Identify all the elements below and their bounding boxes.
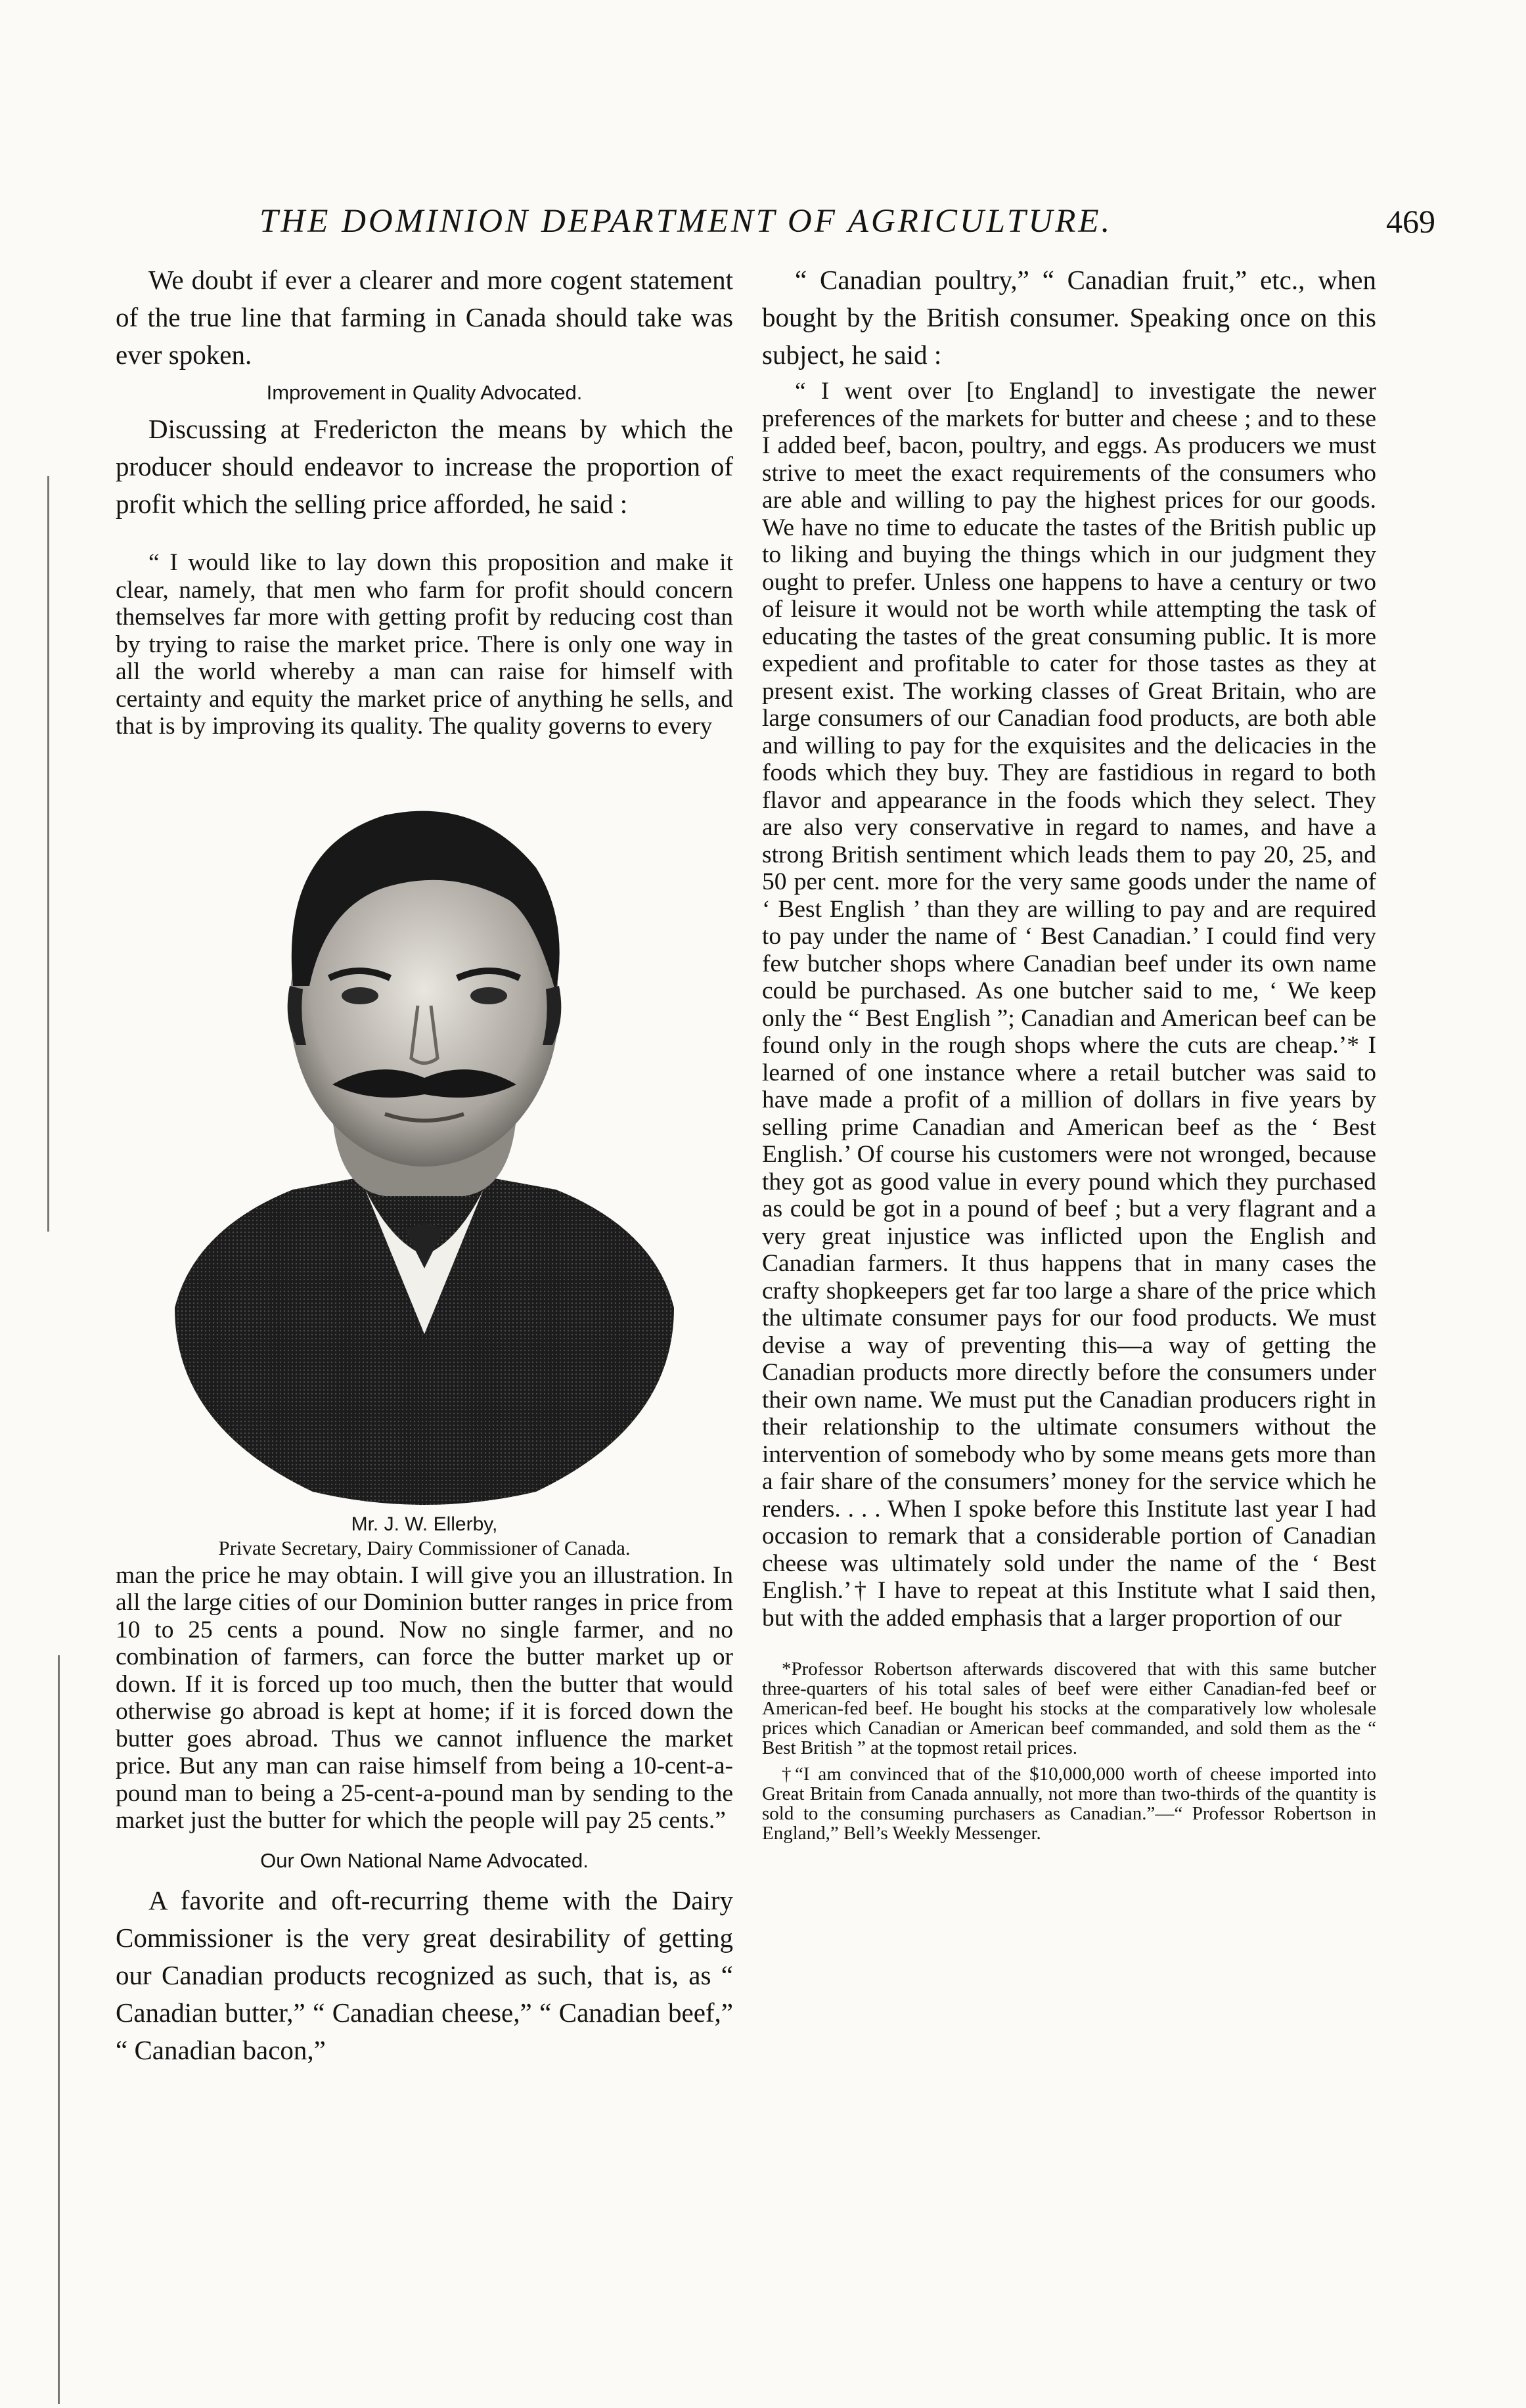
running-title: THE DOMINION DEPARTMENT OF AGRICULTURE. (259, 203, 1113, 240)
subheading-quality: Improvement in Quality Advocated. (266, 381, 583, 404)
page-header (259, 202, 1435, 248)
right-opening-paragraph: “ Canadian poultry,” “ Canadian fruit,” etc., when bought by the British consumer. Speaking once on this subject, he said : (762, 265, 1376, 370)
footnote-dagger: †“I am convinced that of the $10,000,000 worth of cheese imported into Great Britain from Canada annually, not more than two-thirds of the quantity is sold to the consuming purchasers as Canadian.”—“ Professor Robertson in England,” Bell’s Weekly Messenger. (762, 1764, 1376, 1844)
right-column (762, 261, 1376, 1850)
england-quote: “ I went over [to England] to investigate the newer preferences of the markets for butter and cheese ; and to these I added beef, bacon, poultry, and eggs. As producers we must strive to meet the exact requirements of the consumers who are able and willing to pay the highest prices for our goods. We have no time to educate the tastes of the British public up to liking and buying the things which in our judgment they ought to prefer. Unless one happens to have a century or two of leisure it would not be worth while attempting the task of educating the tastes of the great consuming public. It is more expedient and profitable to cater for those tastes as they at present exist. The working classes of Great Britain, who are large consumers of our Canadian food products, are both able and willing to pay for the exquisites and the delicacies in the foods which they buy. They are fastidious in regard to both flavor and appearance in the foods which they select. They are also very conservative in regard to names, and have a strong British sentiment which leads them to pay 20, 25, and 50 per cent. more for the very same goods under the name of ‘ Best English ’ than they are willing to pay and are required to pay under the name of ‘ Best Canadian.’ I could find very few butcher shops where Canadian beef under its own name could be purchased. As one butcher said to me, ‘ We keep only the “ Best English ”; Canadian and American beef can be found only in the rough shops where the cuts are cheap.’* I learned of one instance where a retail butcher was said to have made a profit of a million of dollars in five years by selling prime Canadian and American beef as the ‘ Best English.’ Of course his customers were not wronged, because they got as good value in every pound which they purchased as could be got in a pound of beef ; but a very flagrant and a very great injustice was inflicted upon the English and Canadian farmers. It thus happens that in many cases the crafty shopkeepers get far too large a share of the price which the ultimate consumer pays for our food products. We must devise a way of preventing this—a way of getting the Canadian products more directly before the consumers under their own name. We must put the Canadian producers right in their relationship to the ultimate consumers without the intervention of somebody who by some means gets more than a fair share of the consumers’ money for the service which he renders. . . . When I spoke before this Institute last year I had occasion to remark that a considerable portion of Canadian cheese was ultimately sold under the name of the ‘ Best English.’† I have to repeat at this Institute what I said then, but with the added emphasis that a larger proportion of our (762, 378, 1376, 1632)
portrait-caption-name: Mr. J. W. Ellerby, (351, 1513, 498, 1535)
footnotes (762, 1659, 1376, 1843)
portrait-caption-title: Private Secretary, Dairy Commissioner of Canada. (218, 1536, 631, 1559)
left-column (116, 261, 733, 2069)
quote-continued: man the price he may obtain. I will give you an illustration. In all the large cities of our Dominion butter ranges in price from 10 to 25 cents a pound. Now no single farmer, and no combination of farmers, can force the butter market up or down. If it is forced up too much, then the butter that would otherwise go abroad is kept at home; if it is forced down the butter goes abroad. Thus we cannot influence the market price. But any man can raise himself from being a 10-cent-a-pound man to being a 25-cent-a-pound man by sending to the market just the butter for which the people will pay 25 cents.” (116, 1561, 733, 1834)
footnote-asterisk: *Professor Robertson afterwards discovered that with this same butcher three-quarters of his total sales of beef were either Canadian-fed beef or American-fed beef. He bought his stocks at the comparatively low wholesale prices which Canadian or American beef commanded, and sold them as the “ Best British ” at the topmost retail prices. (762, 1659, 1376, 1758)
margin-rule-bottom (58, 1655, 60, 2404)
subheading-national-name: Our Own National Name Advocated. (260, 1848, 589, 1872)
page-number: 469 (1386, 203, 1435, 240)
portrait-image (168, 769, 681, 1508)
quote-paragraph: “ I would like to lay down this proposition and make it clear, namely, that men who farm for profit should concern themselves far more with getting profit by reducing cost than by trying to raise the market price. There is only one way in all the world whereby a man can raise for himself with certainty and equity the market price of anything he sells, and that is by improving its quality. The quality governs to every (116, 549, 733, 740)
fredericton-paragraph: Discussing at Fredericton the means by which the producer should endeavor to increase the proportion of profit which the selling price afforded, he said : (116, 414, 733, 519)
portrait-engraving (168, 769, 681, 1508)
national-name-paragraph: A favorite and oft-recurring theme with the Dairy Commissioner is the very great desirability of getting our Canadian products recognized as such, that is, as “ Canadian butter,” “ Canadian cheese,” “ Canadian beef,” “ Canadian bacon,” (116, 1884, 733, 2065)
margin-rule-top (47, 476, 49, 1232)
intro-paragraph: We doubt if ever a clearer and more cogent statement of the true line that farming in Canada should take was ever spoken. (116, 265, 733, 370)
